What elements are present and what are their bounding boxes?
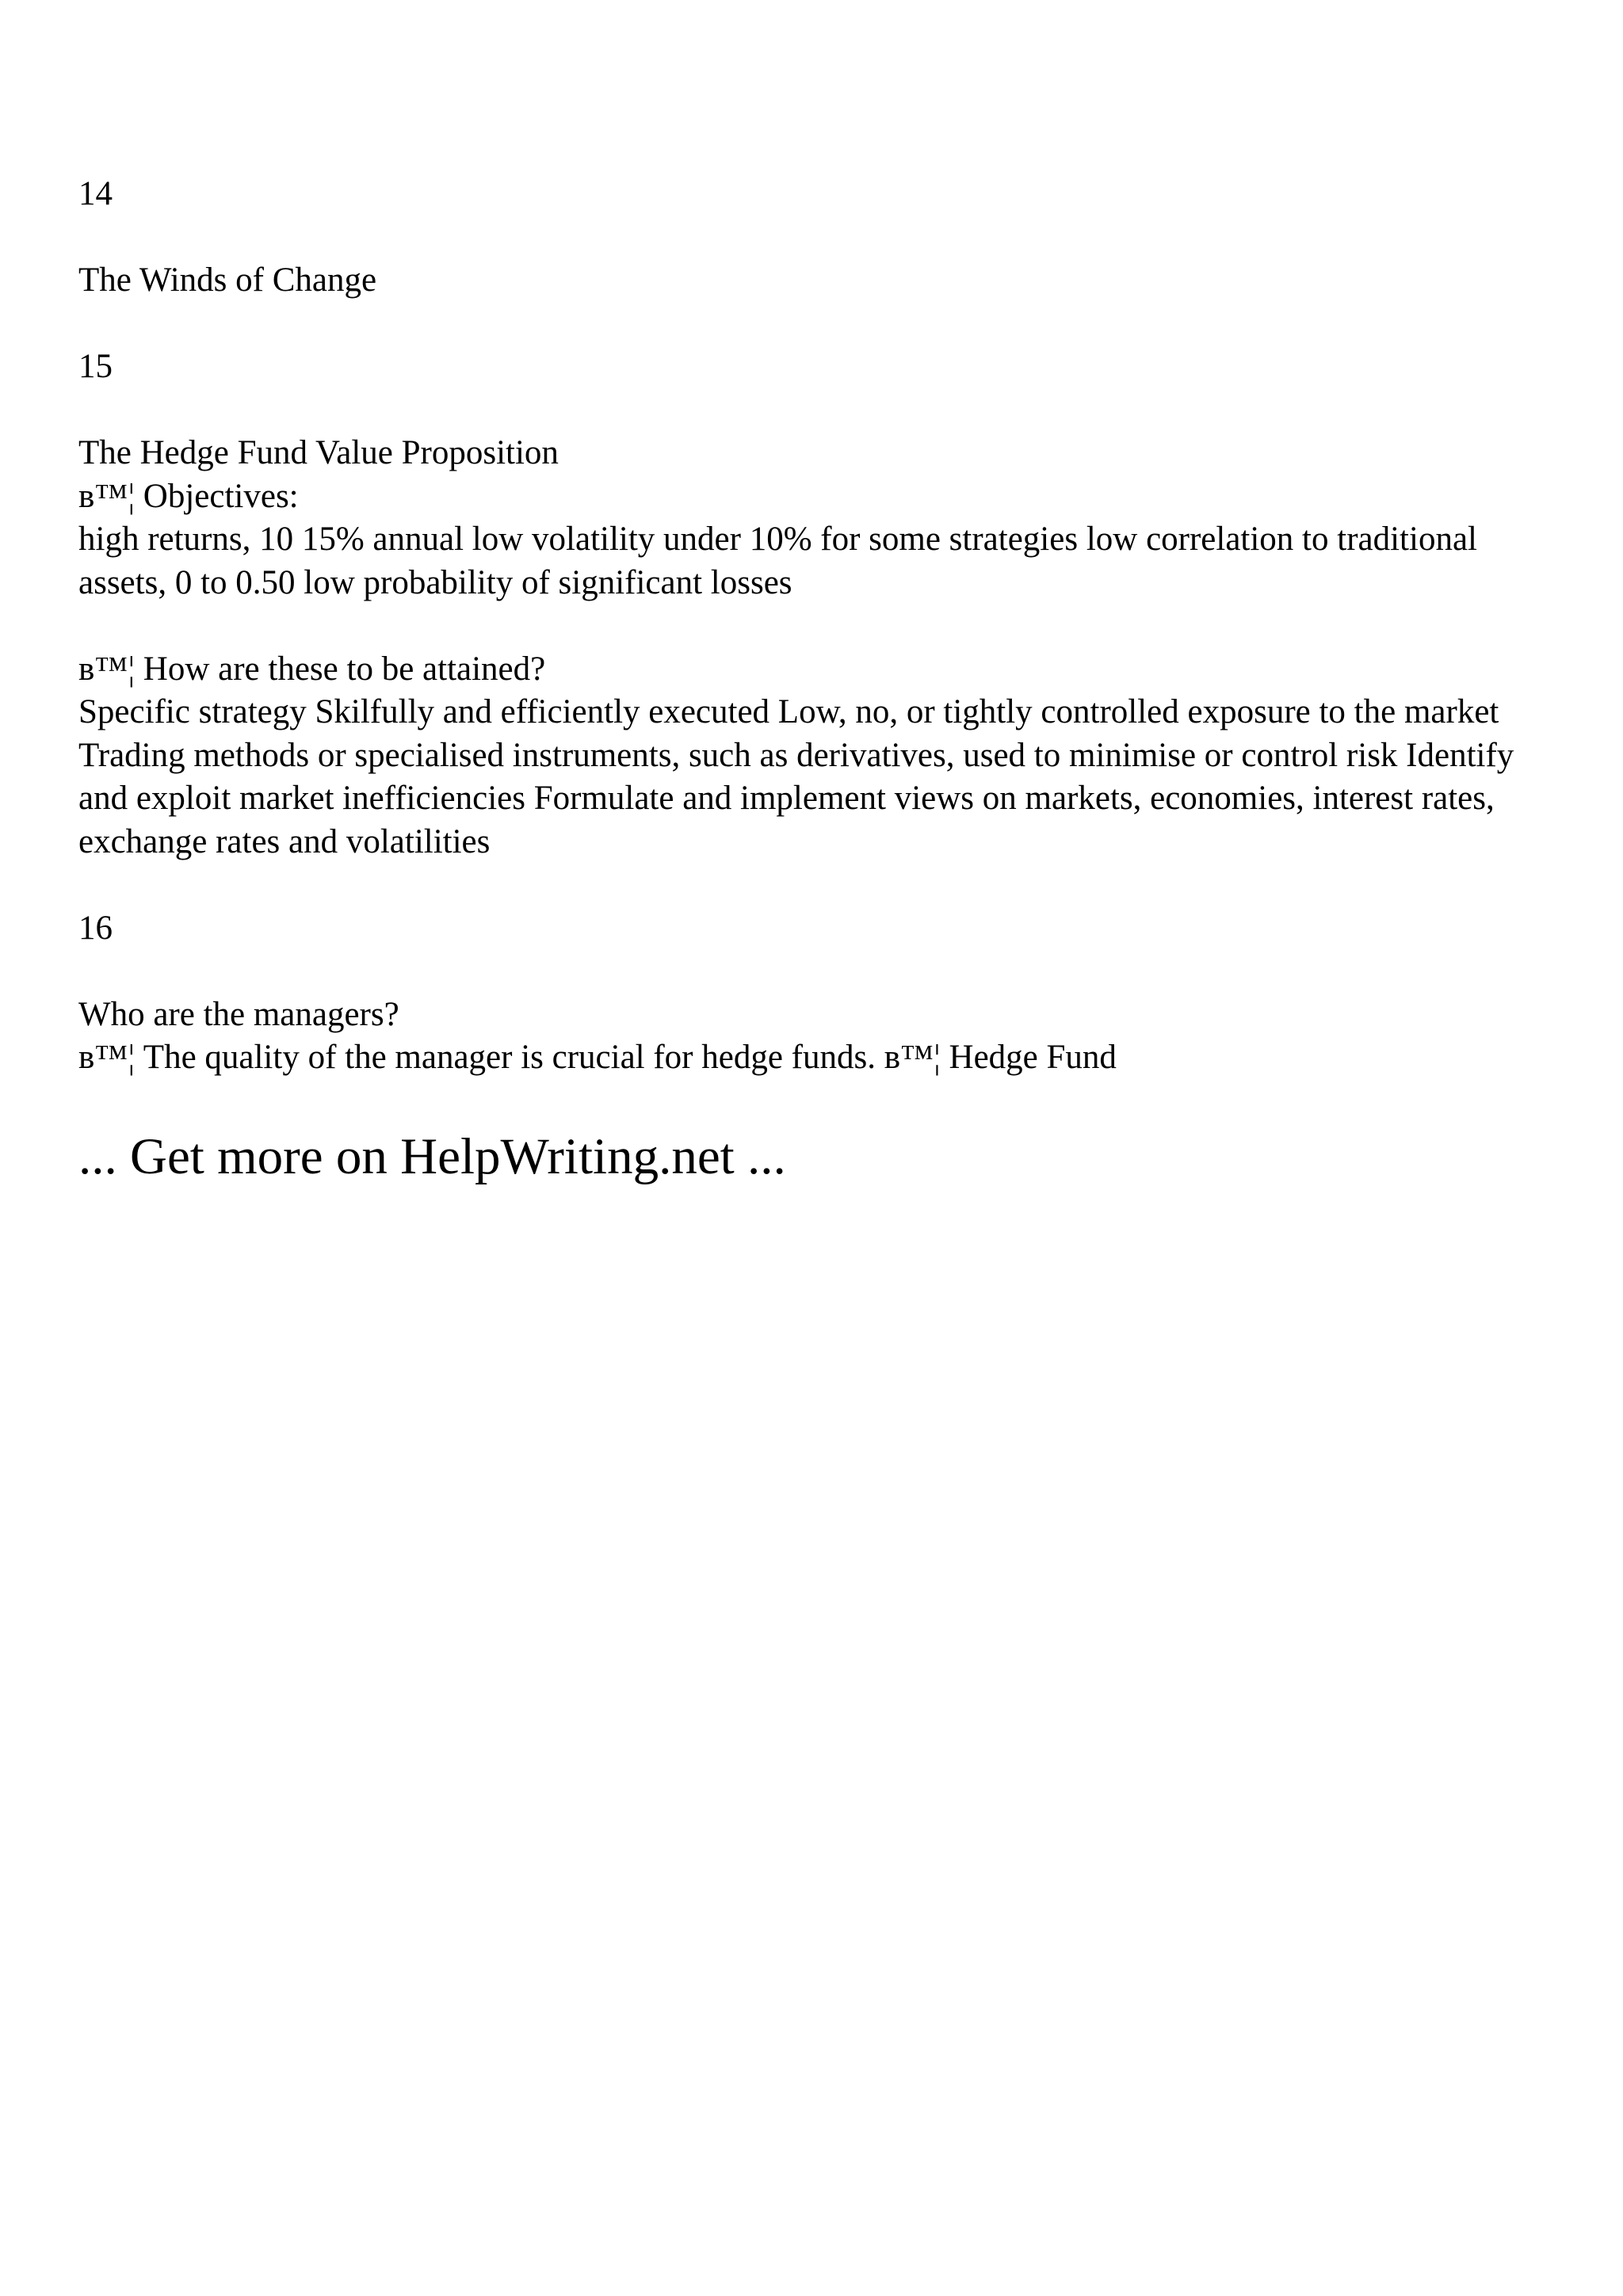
page-number-16: 16 [78, 909, 113, 947]
heading-managers: Who are the managers? [78, 995, 399, 1033]
spacer [78, 303, 1568, 346]
page-number-14: 14 [78, 175, 113, 212]
spacer [78, 389, 1568, 433]
managers-paragraph: в™¦ The quality of the manager is crucial for hedge funds. в™¦ Hedge Fund [78, 1039, 1117, 1076]
spacer [78, 216, 1568, 260]
document-body [78, 173, 1568, 1080]
heading-value-proposition: The Hedge Fund Value Proposition [78, 434, 559, 471]
heading-winds-of-change: The Winds of Change [78, 261, 377, 299]
bullet-attained: в™¦ How are these to be attained? [78, 650, 546, 688]
bullet-objectives: в™¦ Objectives: [78, 477, 299, 515]
attained-paragraph: Specific strategy Skilfully and efficiently executed Low, no, or tightly controlled exposure to the market Trading methods or specialised instruments, such as derivatives, used to minimise or control risk Identify and exploit market inefficiencies Formulate and implement views on markets, economies, interest rates, exchange rates and volatilities [78, 693, 1514, 860]
objectives-paragraph: high returns, 10 15% annual low volatility under 10% for some strategies low correlation to traditional assets, 0 to 0.50 low probability of significant losses [78, 521, 1477, 601]
spacer [78, 950, 1568, 994]
get-more-link[interactable]: ... Get more on HelpWriting.net ... [78, 1128, 786, 1185]
page-number-15: 15 [78, 348, 113, 385]
spacer [78, 605, 1568, 648]
spacer [78, 864, 1568, 907]
